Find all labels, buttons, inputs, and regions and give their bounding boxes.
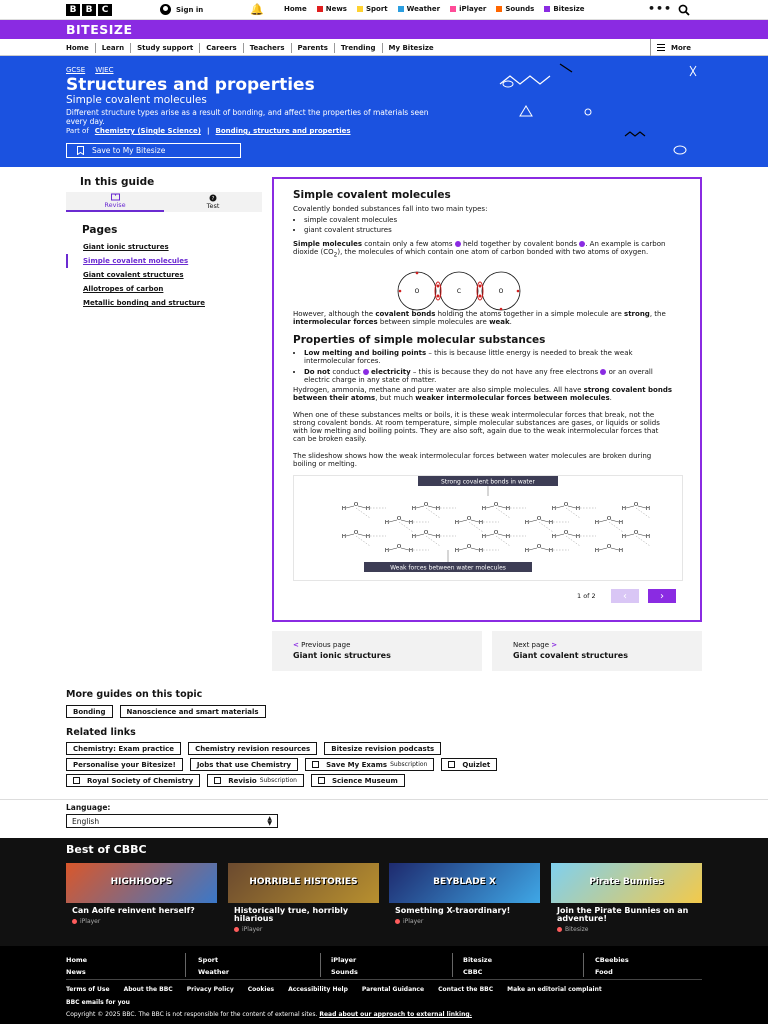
chevron-left-icon: ‹ bbox=[623, 590, 627, 602]
atom-label: C bbox=[456, 288, 462, 295]
text: Royal Society of Chemistry bbox=[87, 776, 194, 785]
hydrogen-atom: H bbox=[481, 506, 487, 512]
bitesize-nav-careers[interactable]: Careers bbox=[200, 43, 243, 53]
hydrogen-atom: H bbox=[618, 520, 624, 526]
footer-link[interactable]: Sounds bbox=[331, 968, 358, 976]
source-icon bbox=[72, 919, 77, 924]
bookmark-icon bbox=[77, 146, 84, 155]
bbc-top-bar bbox=[0, 0, 768, 20]
guide-hero bbox=[0, 56, 768, 167]
guide-link-bonding[interactable]: Bonding bbox=[66, 705, 113, 718]
hydrogen-atom: H bbox=[505, 506, 511, 512]
footer-legal-link[interactable]: Parental Guidance bbox=[361, 986, 425, 993]
language-select[interactable] bbox=[66, 814, 278, 828]
list-item bbox=[304, 368, 673, 384]
footer-legal-link[interactable]: About the BBC bbox=[123, 986, 173, 993]
sounds-icon bbox=[496, 6, 502, 12]
footer-legal-link[interactable]: Cookies bbox=[247, 986, 275, 993]
footer-link[interactable]: News bbox=[66, 968, 86, 976]
text: strong covalent bonds between their atoms bbox=[293, 386, 673, 402]
card-source bbox=[395, 918, 540, 925]
footer-col bbox=[595, 954, 629, 978]
hydrogen-atom: H bbox=[478, 520, 484, 526]
source-icon bbox=[557, 927, 562, 932]
hydrogen-atom: H bbox=[551, 506, 557, 512]
next-slide-button[interactable] bbox=[648, 589, 676, 603]
footer-link[interactable]: CBBC bbox=[463, 968, 483, 976]
hydrogen-atom: H bbox=[408, 520, 414, 526]
text: between simple molecules are bbox=[377, 318, 490, 326]
save-label: Save to My Bitesize bbox=[92, 146, 166, 155]
card-thumbnail bbox=[551, 863, 702, 903]
page-title: Structures and properties bbox=[66, 75, 315, 95]
hydrogen-atom: H bbox=[548, 548, 554, 554]
external-link-icon bbox=[448, 761, 455, 768]
external-link-icon bbox=[318, 777, 325, 784]
nav-label: News bbox=[325, 5, 347, 13]
svg-text:?: ? bbox=[211, 196, 215, 202]
text: Previous page bbox=[301, 641, 351, 649]
footer-link[interactable]: CBeebies bbox=[595, 956, 629, 964]
page-subtitle: Simple covalent molecules bbox=[66, 94, 207, 106]
hydrogen-atom: H bbox=[408, 548, 414, 554]
divider bbox=[583, 953, 584, 977]
bitesize-nav bbox=[0, 39, 768, 56]
text: weak bbox=[489, 318, 510, 326]
simple-molecules-paragraph bbox=[293, 240, 673, 259]
select-arrows-icon: ▲ ▼ bbox=[267, 815, 272, 827]
hydrogen-atom: H bbox=[454, 520, 460, 526]
previous-page-title: Giant ionic structures bbox=[293, 651, 391, 660]
oxygen-atom: O bbox=[466, 516, 472, 522]
footer-legal-link[interactable]: Accessibility Help bbox=[288, 986, 348, 993]
hydrogen-atom: H bbox=[365, 506, 371, 512]
hydrogen-atom: H bbox=[548, 520, 554, 526]
more-guides-list bbox=[66, 705, 266, 718]
text: Quizlet bbox=[462, 760, 491, 769]
card-title: Something X-traordinary! bbox=[395, 906, 511, 915]
hydrogen-atom: H bbox=[645, 506, 651, 512]
text: However, although the bbox=[293, 310, 376, 318]
hydrogen-atom: H bbox=[435, 534, 441, 540]
text: Revisio bbox=[228, 776, 257, 785]
text: contain only a few atoms bbox=[362, 240, 455, 248]
card-thumbnail bbox=[389, 863, 540, 903]
oxygen-atom: O bbox=[493, 530, 499, 536]
slideshow-pager bbox=[293, 587, 683, 605]
melting-paragraph: When one of these substances melts or boils, it is these weak intermolecular forces that break, not the strong covalent bonds. At room temperature, simple molecular substances are gases, or liquids or solids with low melting and boiling points. They are also soft, again due to the weak intermolecular forces that can be broken easily. bbox=[293, 411, 660, 443]
bitesize-nav-links bbox=[66, 39, 440, 56]
decorative-shapes bbox=[460, 56, 760, 167]
copyright-text: Copyright © 2025 BBC. The BBC is not responsible for the content of external sites. bbox=[66, 1011, 320, 1018]
sign-in-label: Sign in bbox=[176, 5, 204, 14]
oxygen-atom: O bbox=[423, 502, 429, 508]
user-icon bbox=[160, 4, 171, 15]
previous-label bbox=[293, 641, 482, 649]
bitesize-nav-trending[interactable]: Trending bbox=[335, 43, 383, 53]
global-nav-home[interactable] bbox=[284, 5, 307, 13]
text: Do not bbox=[304, 368, 331, 376]
page-list bbox=[66, 240, 262, 310]
oxygen-atom: O bbox=[536, 544, 542, 550]
logo-letter: B bbox=[82, 4, 96, 16]
bitesize-nav-home[interactable]: Home bbox=[66, 43, 96, 53]
oxygen-atom: O bbox=[563, 530, 569, 536]
hydrogen-atom: H bbox=[481, 534, 487, 540]
more-menu-icon[interactable]: ••• bbox=[648, 2, 673, 15]
previous-slide-button[interactable] bbox=[611, 589, 639, 603]
oxygen-atom: O bbox=[536, 516, 542, 522]
hamburger-icon bbox=[657, 44, 665, 51]
text: , but much bbox=[375, 394, 416, 402]
cbbc-card[interactable] bbox=[551, 863, 702, 933]
card-title: Can Aoife reinvent herself? bbox=[72, 906, 195, 915]
page-link-simple-covalent[interactable]: Simple covalent molecules bbox=[66, 254, 262, 268]
text: Low melting and boiling points bbox=[304, 349, 427, 357]
related-link[interactable]: Chemistry: Exam practice bbox=[66, 742, 181, 755]
cbbc-heading: Best of CBBC bbox=[66, 843, 147, 856]
chevron-right-icon: > bbox=[551, 641, 558, 649]
oxygen-atom: O bbox=[633, 530, 639, 536]
divider bbox=[320, 953, 321, 977]
sport-icon bbox=[357, 6, 363, 12]
guide-description: Different structure types arise as a result of bonding, and affect the properties of materials seen every day. bbox=[66, 108, 429, 126]
nav-label: Weather bbox=[406, 5, 441, 13]
footer-col bbox=[198, 954, 229, 978]
external-link-rsc[interactable] bbox=[66, 774, 200, 787]
page-link-allotropes[interactable]: Allotropes of carbon bbox=[83, 285, 164, 293]
hydrogen-atom: H bbox=[524, 548, 530, 554]
properties-heading: Properties of simple molecular substances bbox=[293, 334, 546, 346]
card-title: Join the Pirate Bunnies on an adventure! bbox=[557, 906, 689, 923]
tab-revise-label: Revise bbox=[104, 201, 126, 209]
global-nav-sport[interactable] bbox=[357, 5, 388, 13]
oxygen-atom: O bbox=[493, 502, 499, 508]
card-thumbnail-title: HORRIBLE HISTORIES bbox=[249, 877, 358, 887]
text: Save My Exams bbox=[326, 760, 388, 769]
source-icon bbox=[234, 927, 239, 932]
search-icon[interactable] bbox=[678, 4, 690, 16]
hydrogen-atom: H bbox=[341, 506, 347, 512]
cbbc-card[interactable] bbox=[228, 863, 379, 933]
external-link-science-museum[interactable] bbox=[311, 774, 405, 787]
atom-label: O bbox=[498, 288, 504, 295]
hydrogen-atom: H bbox=[411, 506, 417, 512]
water-molecules-diagram bbox=[294, 476, 684, 582]
logo-letter: C bbox=[98, 4, 112, 16]
hydrogen-atom: H bbox=[341, 534, 347, 540]
properties-list bbox=[293, 349, 673, 384]
simple-molecules-term: Simple molecules bbox=[293, 240, 363, 248]
intro-text: Covalently bonded substances fall into two main types: bbox=[293, 205, 488, 213]
text: electricity bbox=[370, 368, 411, 376]
nav-label: Bitesize bbox=[553, 5, 585, 13]
part-of-label: Part of bbox=[66, 127, 89, 135]
oxygen-atom: O bbox=[466, 544, 472, 550]
more-label: More bbox=[671, 43, 691, 52]
text: . An example is carbon dioxide (CO bbox=[293, 240, 666, 256]
external-link-icon bbox=[214, 777, 221, 784]
water-slideshow bbox=[293, 475, 683, 581]
related-links-row-1 bbox=[66, 742, 441, 755]
oxygen-atom: O bbox=[563, 502, 569, 508]
footer-col bbox=[331, 954, 358, 978]
hydrogen-atom: H bbox=[524, 520, 530, 526]
page-link-giant-covalent[interactable]: Giant covalent structures bbox=[83, 271, 184, 279]
text: Next page bbox=[513, 641, 550, 649]
footer-legal-link[interactable]: Make an editorial complaint bbox=[507, 986, 602, 993]
card-source bbox=[234, 926, 379, 933]
footer-legal-link[interactable]: Privacy Policy bbox=[186, 986, 234, 993]
nav-label: Sport bbox=[365, 5, 388, 13]
subscription-tag: Subscription bbox=[259, 777, 297, 784]
save-to-my-bitesize-button[interactable] bbox=[66, 143, 241, 158]
more-nav-button[interactable] bbox=[650, 39, 691, 56]
text: . bbox=[609, 394, 612, 402]
pages-heading: Pages bbox=[82, 224, 118, 236]
list-item: • giant covalent structures bbox=[304, 226, 673, 234]
text: , the bbox=[649, 310, 666, 318]
subscript: 2 bbox=[333, 252, 338, 259]
types-list bbox=[293, 216, 673, 234]
bitesize-nav-learn[interactable]: Learn bbox=[96, 43, 131, 53]
external-link-save-my-exams[interactable] bbox=[305, 758, 434, 771]
text: – this is because little energy is needed to break the weak intermolecular forces. bbox=[304, 349, 633, 365]
in-this-guide-heading: In this guide bbox=[80, 176, 155, 188]
card-thumbnail-title: Pirate Bunnies bbox=[589, 877, 664, 887]
hydrogen-atom: H bbox=[384, 520, 390, 526]
card-source-label: iPlayer bbox=[80, 918, 101, 925]
hydrogen-atom: H bbox=[621, 506, 627, 512]
external-linking-link[interactable]: Read about our approach to external linking. bbox=[319, 1011, 472, 1018]
bitesize-icon bbox=[544, 6, 550, 12]
text: – this is because they do not have any free electrons bbox=[410, 368, 601, 376]
hydrogen-atom: H bbox=[575, 534, 581, 540]
guide-link-nanoscience[interactable]: Nanoscience and smart materials bbox=[120, 705, 266, 718]
text: . bbox=[509, 318, 512, 326]
text: Hydrogen, ammonia, methane and pure water are also simple molecules. All have bbox=[293, 386, 584, 394]
language-value: English bbox=[72, 816, 100, 826]
hydrogen-atom: H bbox=[454, 548, 460, 554]
external-link-icon bbox=[312, 761, 319, 768]
hydrogen-atom: H bbox=[551, 534, 557, 540]
divider bbox=[0, 799, 768, 800]
card-thumbnail-title: BEYBLADE X bbox=[433, 877, 496, 887]
page-link-metallic[interactable]: Metallic bonding and structure bbox=[83, 299, 205, 307]
bitesize-nav-study-support[interactable]: Study support bbox=[131, 43, 200, 53]
guide-content bbox=[272, 177, 702, 622]
card-source-label: Bitesize bbox=[565, 926, 589, 933]
bitesize-nav-teachers[interactable]: Teachers bbox=[244, 43, 292, 53]
external-link-quizlet[interactable] bbox=[441, 758, 497, 771]
hydrogen-atom: H bbox=[411, 534, 417, 540]
tab-test-label: Test bbox=[206, 202, 220, 210]
breadcrumb bbox=[66, 66, 113, 74]
card-source-label: iPlayer bbox=[242, 926, 263, 933]
examples-paragraph bbox=[293, 386, 673, 402]
weather-icon bbox=[398, 6, 404, 12]
external-link-icon bbox=[73, 777, 80, 784]
text: Science Museum bbox=[331, 776, 398, 785]
quiz-icon bbox=[209, 194, 217, 202]
iplayer-icon bbox=[450, 6, 456, 12]
tab-test[interactable] bbox=[164, 192, 262, 212]
external-link-revisio[interactable] bbox=[207, 774, 304, 787]
divider bbox=[66, 979, 702, 980]
nav-label: iPlayer bbox=[459, 5, 487, 13]
related-links-row-2 bbox=[66, 758, 497, 771]
news-icon bbox=[317, 6, 323, 12]
text: conduct bbox=[330, 368, 363, 376]
hydrogen-atom: H bbox=[594, 520, 600, 526]
text: ), the molecules of which contain one atom of carbon bonded with two atoms of oxygen. bbox=[337, 248, 649, 256]
oxygen-atom: O bbox=[423, 530, 429, 536]
next-page-link[interactable] bbox=[492, 631, 702, 671]
sign-in-link[interactable] bbox=[160, 4, 203, 15]
footer-link[interactable]: Bitesize bbox=[463, 956, 492, 964]
notifications-bell-icon[interactable]: 🔔 bbox=[250, 3, 264, 16]
footer-link[interactable]: Food bbox=[595, 968, 613, 976]
text: or an overall electric charge in any state of matter. bbox=[304, 368, 653, 384]
related-links-heading: Related links bbox=[66, 727, 136, 738]
hydrogen-atom: H bbox=[621, 534, 627, 540]
footer-link[interactable]: Sport bbox=[198, 956, 219, 964]
atom-label: O bbox=[414, 288, 420, 295]
global-nav-weather[interactable] bbox=[398, 5, 440, 13]
text: strong bbox=[624, 310, 650, 318]
language-label: Language: bbox=[66, 803, 111, 812]
more-guides-heading: More guides on this topic bbox=[66, 689, 203, 700]
footer-col bbox=[66, 954, 87, 978]
previous-page-link[interactable] bbox=[272, 631, 482, 671]
slide-label-bottom: Weak forces between water molecules bbox=[390, 564, 506, 572]
text: intermolecular forces bbox=[293, 318, 378, 326]
card-thumbnail bbox=[228, 863, 379, 903]
list-item: • simple covalent molecules bbox=[304, 216, 673, 224]
source-icon bbox=[395, 919, 400, 924]
best-of-cbbc bbox=[0, 838, 768, 946]
revise-test-tabs bbox=[66, 192, 262, 212]
bbc-global-nav bbox=[284, 5, 595, 13]
related-link[interactable]: Jobs that use Chemistry bbox=[190, 758, 298, 771]
card-thumbnail bbox=[66, 863, 217, 903]
footer-link[interactable]: iPlayer bbox=[331, 956, 357, 964]
related-link[interactable]: Personalise your Bitesize! bbox=[66, 758, 183, 771]
bonding-topic-link[interactable]: Bonding, structure and properties bbox=[215, 127, 351, 135]
page-link-giant-ionic[interactable]: Giant ionic structures bbox=[83, 243, 169, 251]
hydrogen-atom: H bbox=[575, 506, 581, 512]
breadcrumb-wjec[interactable]: WJEC bbox=[95, 66, 114, 74]
subscription-tag: Subscription bbox=[390, 761, 428, 768]
tab-revise[interactable] bbox=[66, 192, 164, 212]
copyright bbox=[66, 1011, 472, 1018]
footer-link[interactable]: Weather bbox=[198, 968, 230, 976]
hydrogen-atom: H bbox=[478, 548, 484, 554]
content-heading: Simple covalent molecules bbox=[293, 189, 451, 201]
related-links-row-3 bbox=[66, 774, 405, 787]
card-source bbox=[557, 926, 702, 933]
chevron-right-icon: › bbox=[660, 590, 664, 602]
list-item bbox=[304, 349, 673, 365]
glossary-icon[interactable] bbox=[363, 369, 369, 375]
nav-label: Home bbox=[284, 5, 307, 13]
card-thumbnail-title: HIGHHOOPS bbox=[110, 877, 173, 887]
oxygen-atom: O bbox=[606, 544, 612, 550]
bitesize-logo[interactable]: BITESIZE bbox=[66, 22, 133, 37]
footer-legal-link[interactable]: Terms of Use bbox=[66, 986, 110, 993]
oxygen-atom: O bbox=[396, 516, 402, 522]
nav-label: Sounds bbox=[505, 5, 535, 13]
text: holding the atoms together in a simple molecule are bbox=[435, 310, 625, 318]
slide-label-top: Strong covalent bonds in water bbox=[441, 478, 535, 486]
related-link[interactable]: Bitesize revision podcasts bbox=[324, 742, 441, 755]
oxygen-atom: O bbox=[353, 530, 359, 536]
oxygen-atom: O bbox=[606, 516, 612, 522]
logo-letter: B bbox=[66, 4, 80, 16]
footer-legal-links bbox=[66, 986, 602, 993]
chemistry-course-link[interactable]: Chemistry (Single Science) bbox=[94, 127, 201, 135]
hydrogen-atom: H bbox=[594, 548, 600, 554]
footer-col bbox=[463, 954, 492, 978]
card-title: Historically true, horribly hilarious bbox=[234, 906, 349, 923]
cbbc-card[interactable] bbox=[66, 863, 217, 925]
footer-link[interactable]: Home bbox=[66, 956, 88, 964]
hydrogen-atom: H bbox=[384, 548, 390, 554]
bbc-emails-link[interactable]: BBC emails for you bbox=[66, 999, 130, 1006]
footer-legal-link[interactable]: Contact the BBC bbox=[438, 986, 494, 993]
next-label bbox=[513, 641, 702, 649]
bitesize-brand-bar bbox=[0, 20, 768, 39]
oxygen-atom: O bbox=[353, 502, 359, 508]
next-page-title: Giant covalent structures bbox=[513, 651, 628, 660]
divider bbox=[452, 953, 453, 977]
related-link[interactable]: Chemistry revision resources bbox=[188, 742, 317, 755]
separator: | bbox=[206, 127, 210, 135]
bbc-logo[interactable] bbox=[66, 4, 112, 16]
card-source-label: iPlayer bbox=[403, 918, 424, 925]
hydrogen-atom: H bbox=[435, 506, 441, 512]
slideshow-intro: The slideshow shows how the weak intermolecular forces between water molecules are broken during boiling or melting. bbox=[293, 452, 652, 468]
bonds-paragraph bbox=[293, 310, 673, 326]
hydrogen-atom: H bbox=[645, 534, 651, 540]
bitesize-nav-my-bitesize[interactable]: My Bitesize bbox=[388, 43, 434, 52]
global-nav-bitesize[interactable] bbox=[544, 5, 584, 13]
global-nav-news[interactable] bbox=[317, 5, 347, 13]
text: weaker intermolecular forces between molecules bbox=[415, 394, 610, 402]
breadcrumb-gcse[interactable]: GCSE bbox=[66, 66, 86, 74]
divider bbox=[185, 953, 186, 977]
oxygen-atom: O bbox=[633, 502, 639, 508]
co2-dot-cross-diagram bbox=[384, 271, 534, 311]
slide-counter: 1 of 2 bbox=[577, 592, 596, 600]
chevron-left-icon: < bbox=[293, 641, 299, 649]
bbc-footer bbox=[0, 946, 768, 1024]
global-nav-sounds[interactable] bbox=[496, 5, 534, 13]
global-nav-iplayer[interactable] bbox=[450, 5, 486, 13]
hydrogen-atom: H bbox=[505, 534, 511, 540]
cbbc-card[interactable] bbox=[389, 863, 540, 925]
card-source bbox=[72, 918, 217, 925]
book-icon bbox=[111, 193, 120, 201]
part-of-links bbox=[66, 127, 351, 135]
hydrogen-atom: H bbox=[618, 548, 624, 554]
bitesize-nav-parents[interactable]: Parents bbox=[292, 43, 335, 53]
text: covalent bonds bbox=[375, 310, 436, 318]
hydrogen-atom: H bbox=[365, 534, 371, 540]
text: held together by covalent bonds bbox=[460, 240, 580, 248]
oxygen-atom: O bbox=[396, 544, 402, 550]
